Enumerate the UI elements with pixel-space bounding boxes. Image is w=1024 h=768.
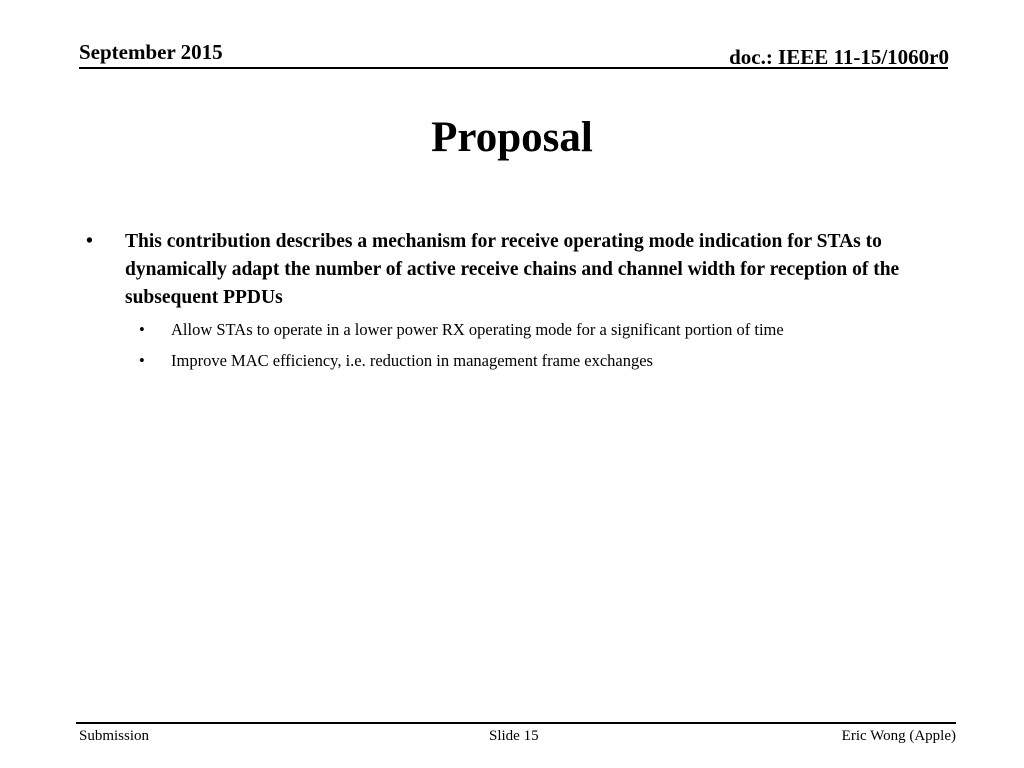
footer-divider <box>76 722 956 724</box>
footer-author: Eric Wong (Apple) <box>841 728 956 744</box>
main-bullet-text: This contribution describes a mechanism for receive operating mode indication for STAs to dynamically adapt the number of active receive chains and channel width for reception of the subsequent PPDUs <box>125 231 900 308</box>
bullet-mark: • <box>86 231 93 252</box>
sub-bullet <box>86 345 956 376</box>
slide-title: Proposal <box>431 114 593 161</box>
sub-bullet-text: Allow STAs to operate in a lower power RX operating mode for a significant portion of time <box>171 320 784 339</box>
header-doc-id: doc.: IEEE 11-15/1060r0 <box>729 45 949 69</box>
sub-bullet <box>86 314 956 345</box>
sub-bullet-text: Improve MAC efficiency, i.e. reduction in management frame exchanges <box>171 351 653 370</box>
footer-submission: Submission <box>79 728 150 744</box>
footer-slide-number: Slide 15 <box>489 728 539 744</box>
header-divider <box>79 67 948 69</box>
main-bullet <box>86 228 956 312</box>
header-date: September 2015 <box>79 40 223 64</box>
bullet-mark: • <box>139 351 145 370</box>
slide-body <box>86 228 956 376</box>
bullet-mark: • <box>139 320 145 339</box>
